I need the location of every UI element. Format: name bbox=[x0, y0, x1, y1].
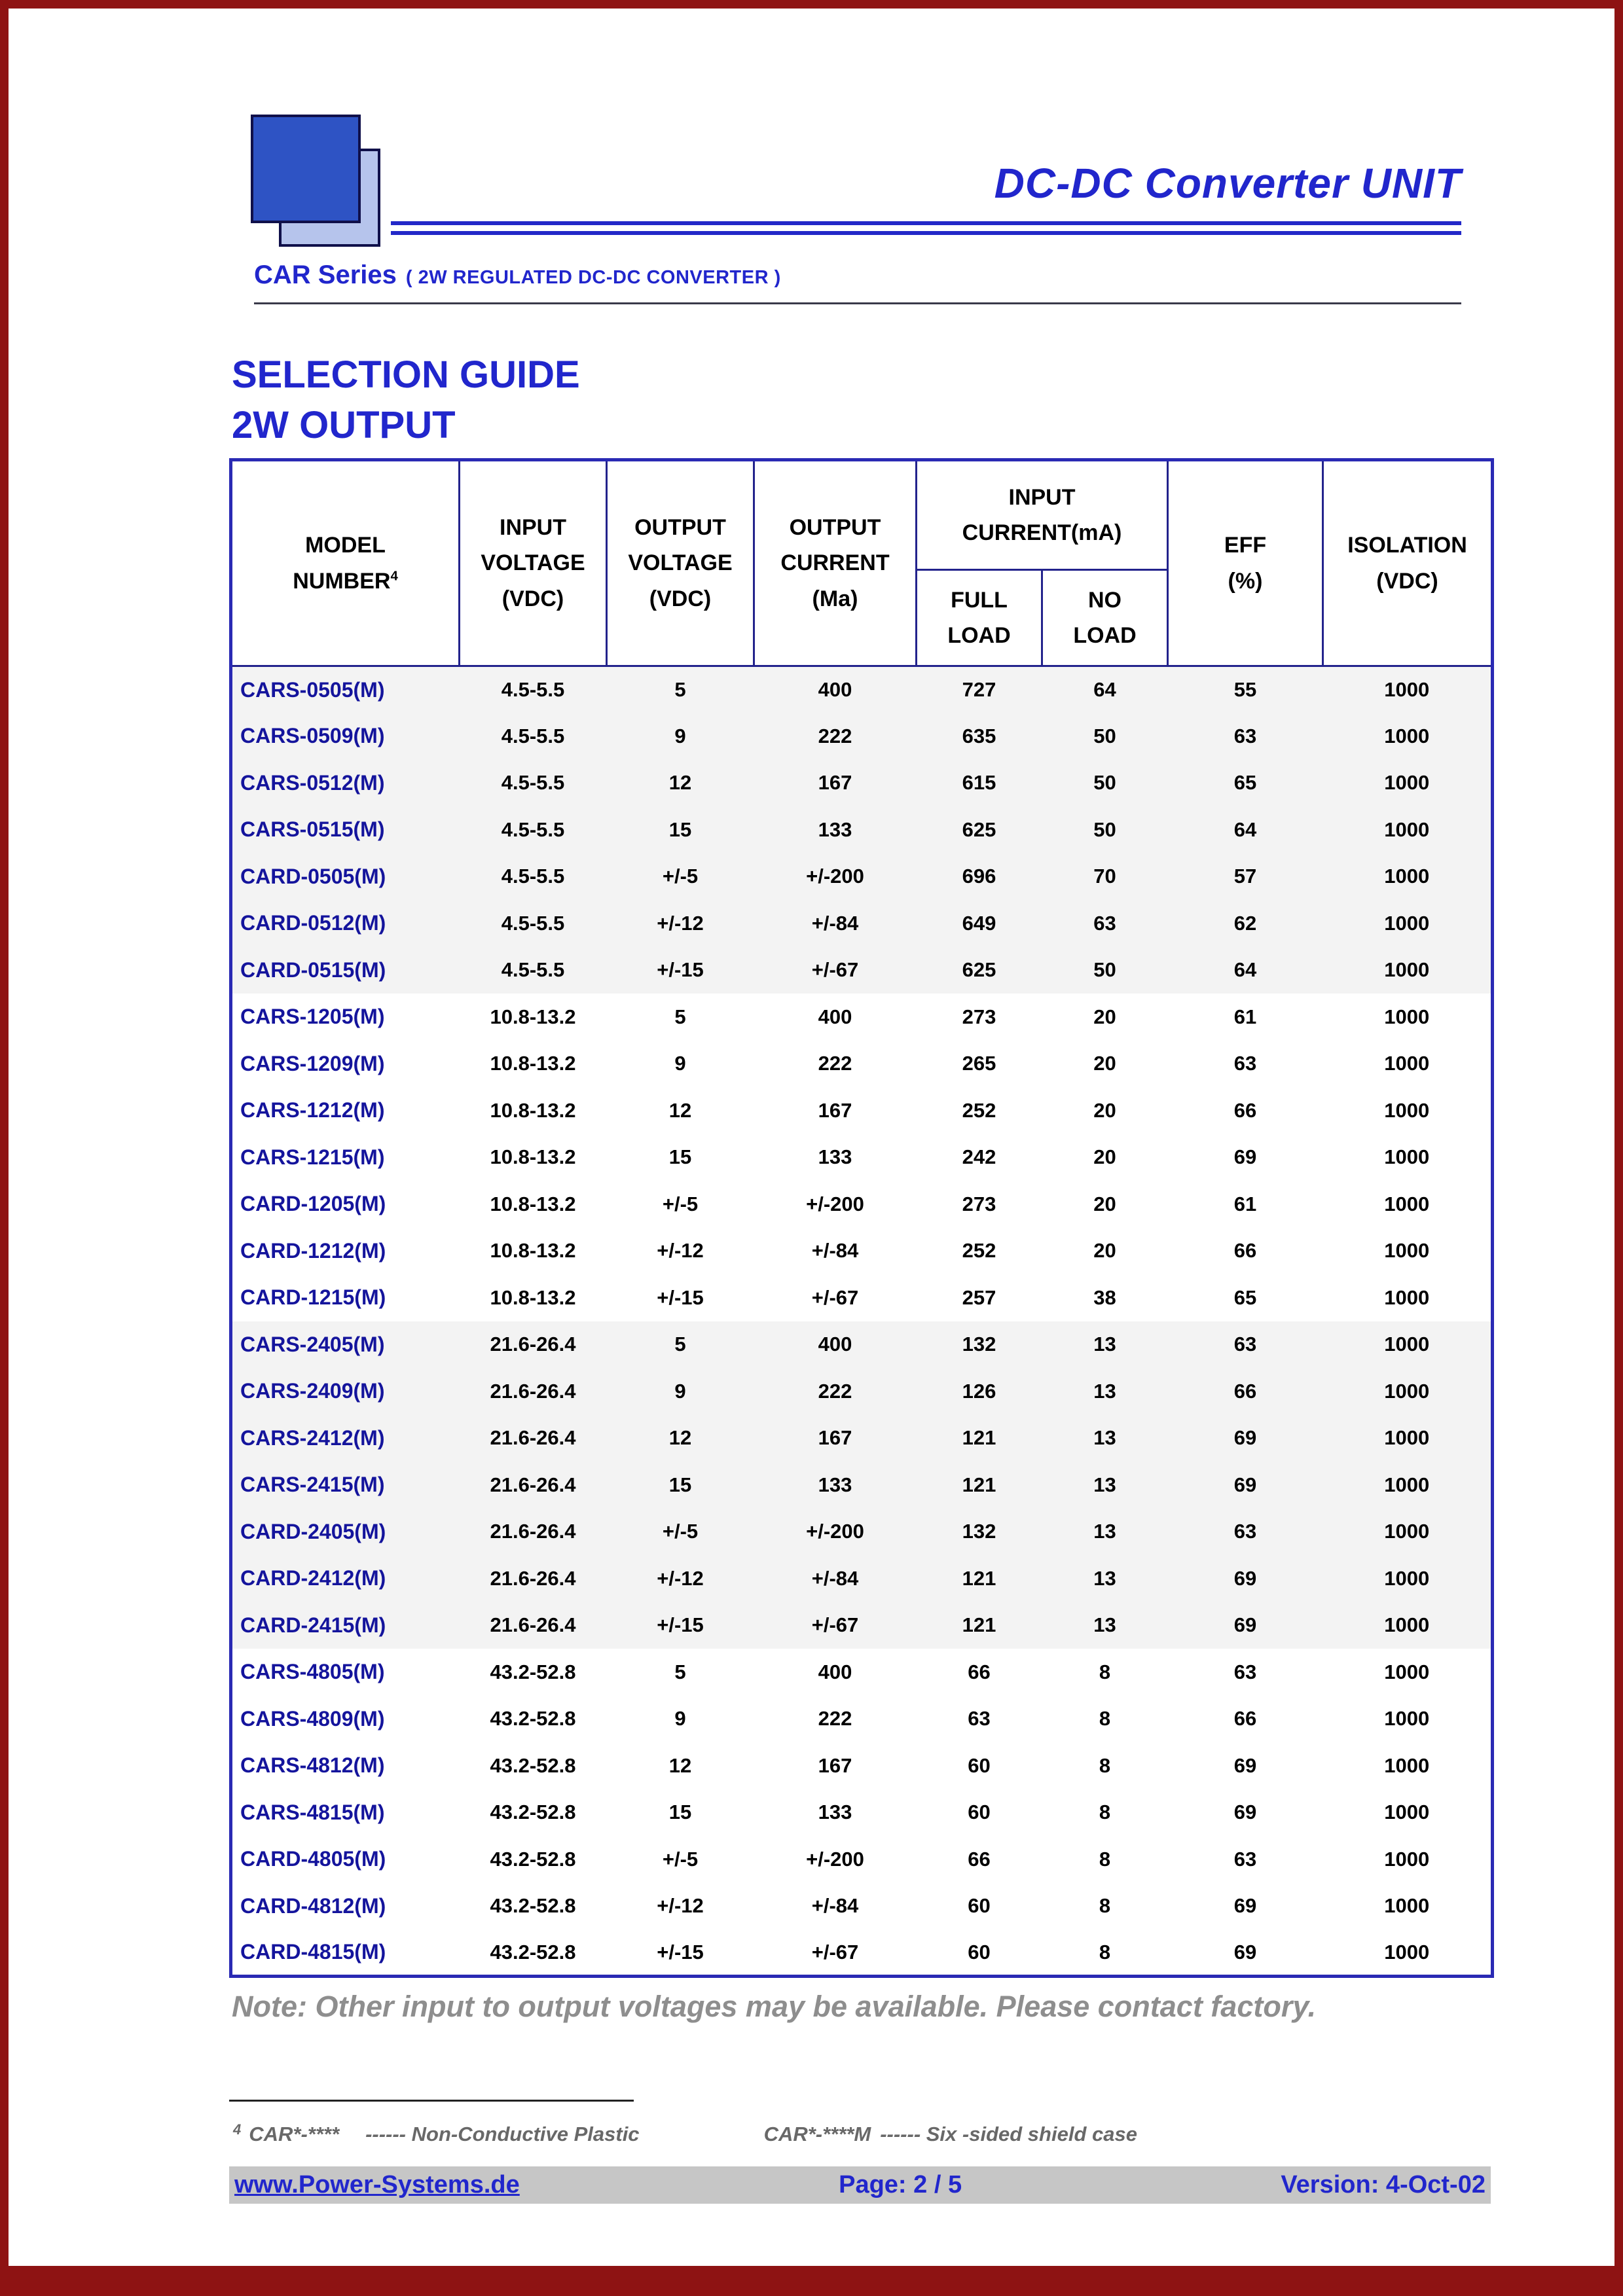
iso-cell: 1000 bbox=[1384, 1239, 1430, 1263]
full-cell: 121 bbox=[962, 1426, 996, 1450]
iso-cell: 1000 bbox=[1384, 865, 1430, 888]
no-cell: 20 bbox=[1093, 1098, 1116, 1122]
model-number-cell: CARS-4812(M) bbox=[240, 1753, 385, 1778]
vout-cell: 12 bbox=[668, 1753, 692, 1777]
no-cell: 8 bbox=[1099, 1894, 1111, 1918]
eff-cell: 69 bbox=[1233, 1801, 1257, 1824]
model-number-cell: CARS-1209(M) bbox=[240, 1051, 385, 1075]
model-number-cell: CARS-1212(M) bbox=[240, 1098, 385, 1122]
vout-cell: 15 bbox=[668, 1801, 692, 1824]
iso-cell: 1000 bbox=[1384, 1566, 1430, 1590]
table-row bbox=[231, 1742, 1493, 1789]
eff-cell: 61 bbox=[1233, 1005, 1257, 1028]
iout-cell: +/-67 bbox=[811, 958, 859, 982]
full-cell: 242 bbox=[962, 1145, 996, 1169]
logo-dark-square bbox=[251, 115, 361, 223]
model-number-cell: CARS-1205(M) bbox=[240, 1005, 385, 1029]
vout-cell: +/-15 bbox=[657, 1285, 704, 1309]
model-number-cell: CARD-2415(M) bbox=[240, 1613, 386, 1637]
vout-cell: +/-5 bbox=[662, 1847, 699, 1871]
iso-cell: 1000 bbox=[1384, 1613, 1430, 1637]
eff-cell: 62 bbox=[1233, 911, 1257, 935]
no-cell: 50 bbox=[1093, 958, 1116, 982]
iout-cell: +/-67 bbox=[811, 1940, 859, 1964]
col-header-input-current: INPUT CURRENT(mA) bbox=[917, 460, 1168, 570]
table-body bbox=[231, 666, 1493, 1977]
iout-cell: +/-67 bbox=[811, 1285, 859, 1309]
no-cell: 63 bbox=[1093, 911, 1116, 935]
vout-cell: +/-15 bbox=[657, 1613, 704, 1637]
table-row bbox=[231, 1321, 1493, 1369]
iout-cell: +/-84 bbox=[811, 1239, 859, 1263]
series-heading bbox=[254, 260, 1461, 290]
full-cell: 121 bbox=[962, 1613, 996, 1637]
iso-cell: 1000 bbox=[1384, 1753, 1430, 1777]
full-cell: 132 bbox=[962, 1333, 996, 1356]
vin-cell: 4.5-5.5 bbox=[501, 958, 565, 982]
iso-cell: 1000 bbox=[1384, 1426, 1430, 1450]
full-cell: 121 bbox=[962, 1473, 996, 1496]
table-row bbox=[231, 1929, 1493, 1977]
no-cell: 8 bbox=[1099, 1660, 1111, 1683]
full-cell: 121 bbox=[962, 1566, 996, 1590]
eff-cell: 69 bbox=[1233, 1940, 1257, 1964]
table-row bbox=[231, 1696, 1493, 1743]
footer-version: Version: 4-Oct-02 bbox=[1281, 2171, 1486, 2198]
vout-cell: +/-5 bbox=[662, 1192, 699, 1215]
model-number-cell: CARD-0505(M) bbox=[240, 864, 386, 888]
no-cell: 8 bbox=[1099, 1847, 1111, 1871]
model-number-cell: CARS-4815(M) bbox=[240, 1800, 385, 1824]
no-cell: 20 bbox=[1093, 1145, 1116, 1169]
vin-cell: 10.8-13.2 bbox=[490, 1145, 576, 1169]
full-cell: 60 bbox=[968, 1801, 991, 1824]
full-cell: 60 bbox=[968, 1894, 991, 1918]
no-cell: 13 bbox=[1093, 1333, 1116, 1356]
eff-cell: 64 bbox=[1233, 958, 1257, 982]
no-cell: 13 bbox=[1093, 1473, 1116, 1496]
vout-cell: +/-15 bbox=[657, 958, 704, 982]
vin-cell: 10.8-13.2 bbox=[490, 1285, 576, 1309]
table-row bbox=[231, 1789, 1493, 1837]
no-cell: 8 bbox=[1099, 1753, 1111, 1777]
iso-cell: 1000 bbox=[1384, 1940, 1430, 1964]
table-row bbox=[231, 1415, 1493, 1462]
table-row bbox=[231, 1041, 1493, 1088]
footer-bar bbox=[229, 2166, 1491, 2204]
eff-cell: 64 bbox=[1233, 817, 1257, 841]
vin-cell: 4.5-5.5 bbox=[501, 724, 565, 747]
full-cell: 696 bbox=[962, 865, 996, 888]
model-number-cell: CARD-1215(M) bbox=[240, 1285, 386, 1310]
iso-cell: 1000 bbox=[1384, 911, 1430, 935]
full-cell: 273 bbox=[962, 1005, 996, 1028]
vout-cell: 15 bbox=[668, 1473, 692, 1496]
eff-cell: 69 bbox=[1233, 1613, 1257, 1637]
no-cell: 70 bbox=[1093, 865, 1116, 888]
iso-cell: 1000 bbox=[1384, 1894, 1430, 1918]
eff-cell: 69 bbox=[1233, 1894, 1257, 1918]
eff-cell: 66 bbox=[1233, 1098, 1257, 1122]
no-cell: 50 bbox=[1093, 771, 1116, 795]
vin-cell: 4.5-5.5 bbox=[501, 771, 565, 795]
vout-cell: 9 bbox=[674, 1379, 686, 1403]
model-number-cell: CARD-0515(M) bbox=[240, 958, 386, 982]
table-row bbox=[231, 1462, 1493, 1509]
eff-cell: 69 bbox=[1233, 1426, 1257, 1450]
model-number-cell: CARS-0505(M) bbox=[240, 677, 385, 702]
iso-cell: 1000 bbox=[1384, 771, 1430, 795]
vin-cell: 43.2-52.8 bbox=[490, 1940, 576, 1964]
table-row bbox=[231, 1509, 1493, 1556]
vin-cell: 21.6-26.4 bbox=[490, 1379, 576, 1403]
iout-cell: 167 bbox=[818, 1753, 852, 1777]
full-cell: 273 bbox=[962, 1192, 996, 1215]
vin-cell: 10.8-13.2 bbox=[490, 1052, 576, 1075]
eff-cell: 66 bbox=[1233, 1379, 1257, 1403]
no-cell: 8 bbox=[1099, 1801, 1111, 1824]
col-header-model-number: MODEL NUMBER$^4$ bbox=[231, 460, 460, 666]
table-header bbox=[231, 460, 1493, 666]
eff-cell: 65 bbox=[1233, 1285, 1257, 1309]
iso-cell: 1000 bbox=[1384, 1192, 1430, 1215]
iout-cell: 133 bbox=[818, 1473, 852, 1496]
eff-cell: 69 bbox=[1233, 1473, 1257, 1496]
iout-cell: 222 bbox=[818, 1052, 852, 1075]
heading-2w-output: 2W OUTPUT bbox=[232, 404, 456, 446]
vout-cell: 5 bbox=[674, 1333, 686, 1356]
iso-cell: 1000 bbox=[1384, 1473, 1430, 1496]
no-cell: 50 bbox=[1093, 724, 1116, 747]
iout-cell: +/-67 bbox=[811, 1613, 859, 1637]
footnote-shield-model: CAR*-****M bbox=[763, 2123, 871, 2145]
eff-cell: 69 bbox=[1233, 1566, 1257, 1590]
table-row bbox=[231, 900, 1493, 947]
iout-cell: +/-200 bbox=[806, 1847, 864, 1871]
model-number-cell: CARD-4812(M) bbox=[240, 1893, 386, 1918]
footer-page-indicator: Page: 2 / 5 bbox=[839, 2171, 962, 2198]
model-number-cell: CARS-4805(M) bbox=[240, 1660, 385, 1684]
iso-cell: 1000 bbox=[1384, 1379, 1430, 1403]
vin-cell: 4.5-5.5 bbox=[501, 678, 565, 701]
vout-cell: 5 bbox=[674, 1005, 686, 1028]
full-cell: 60 bbox=[968, 1940, 991, 1964]
iout-cell: 400 bbox=[818, 1005, 852, 1028]
no-cell: 8 bbox=[1099, 1940, 1111, 1964]
table-row bbox=[231, 994, 1493, 1041]
vout-cell: +/-12 bbox=[657, 911, 704, 935]
iso-cell: 1000 bbox=[1384, 1847, 1430, 1871]
model-number-cell: CARD-1205(M) bbox=[240, 1192, 386, 1216]
note-text: Note: Other input to output voltages may be available. Please contact factory. bbox=[232, 1990, 1317, 2023]
iout-cell: 133 bbox=[818, 1145, 852, 1169]
iout-cell: 222 bbox=[818, 1707, 852, 1731]
no-cell: 20 bbox=[1093, 1192, 1116, 1215]
model-number-cell: CARD-2405(M) bbox=[240, 1519, 386, 1543]
iso-cell: 1000 bbox=[1384, 1145, 1430, 1169]
table-row bbox=[231, 1134, 1493, 1181]
no-cell: 20 bbox=[1093, 1052, 1116, 1075]
vin-cell: 4.5-5.5 bbox=[501, 911, 565, 935]
iso-cell: 1000 bbox=[1384, 1098, 1430, 1122]
selection-table bbox=[229, 458, 1494, 1978]
eff-cell: 57 bbox=[1233, 865, 1257, 888]
iout-cell: 222 bbox=[818, 724, 852, 747]
footnote bbox=[233, 2123, 1492, 2146]
iout-cell: 133 bbox=[818, 1801, 852, 1824]
table-row bbox=[231, 666, 1493, 713]
heading-selection-guide: SELECTION GUIDE bbox=[232, 353, 580, 396]
model-number-cell: CARD-4805(M) bbox=[240, 1847, 386, 1871]
model-number-cell: CARD-4815(M) bbox=[240, 1940, 386, 1964]
model-number-cell: CARD-1212(M) bbox=[240, 1238, 386, 1263]
eff-cell: 55 bbox=[1233, 678, 1257, 701]
full-cell: 615 bbox=[962, 771, 996, 795]
no-cell: 38 bbox=[1093, 1285, 1116, 1309]
iso-cell: 1000 bbox=[1384, 1005, 1430, 1028]
iout-cell: 167 bbox=[818, 1098, 852, 1122]
model-number-cell: CARS-2409(M) bbox=[240, 1379, 385, 1403]
footnote-rule bbox=[229, 2100, 634, 2102]
model-number-cell: CARS-0515(M) bbox=[240, 817, 385, 842]
vout-cell: +/-12 bbox=[657, 1239, 704, 1263]
col-header-isolation: ISOLATION (VDC) bbox=[1323, 460, 1493, 666]
full-cell: 252 bbox=[962, 1098, 996, 1122]
iso-cell: 1000 bbox=[1384, 1660, 1430, 1683]
iout-cell: +/-200 bbox=[806, 865, 864, 888]
model-number-cell: CARS-4809(M) bbox=[240, 1706, 385, 1731]
model-footnote-marker: 4 bbox=[390, 569, 398, 584]
page-title: DC-DC Converter UNIT bbox=[994, 160, 1461, 207]
model-number-cell: CARD-2412(M) bbox=[240, 1566, 386, 1590]
vin-cell: 43.2-52.8 bbox=[490, 1894, 576, 1918]
table-row bbox=[231, 1836, 1493, 1883]
vout-cell: 15 bbox=[668, 817, 692, 841]
iout-cell: +/-84 bbox=[811, 911, 859, 935]
company-logo bbox=[251, 115, 421, 265]
full-cell: 625 bbox=[962, 958, 996, 982]
iout-cell: +/-200 bbox=[806, 1192, 864, 1215]
table-row bbox=[231, 1883, 1493, 1930]
vin-cell: 10.8-13.2 bbox=[490, 1098, 576, 1122]
eff-cell: 63 bbox=[1233, 1660, 1257, 1683]
vout-cell: +/-5 bbox=[662, 865, 699, 888]
iso-cell: 1000 bbox=[1384, 1333, 1430, 1356]
full-cell: 649 bbox=[962, 911, 996, 935]
col-header-input-voltage: INPUT VOLTAGE (VDC) bbox=[460, 460, 607, 666]
vin-cell: 4.5-5.5 bbox=[501, 817, 565, 841]
full-cell: 727 bbox=[962, 678, 996, 701]
no-cell: 13 bbox=[1093, 1379, 1116, 1403]
vout-cell: 9 bbox=[674, 724, 686, 747]
eff-cell: 69 bbox=[1233, 1753, 1257, 1777]
iout-cell: 400 bbox=[818, 1333, 852, 1356]
iout-cell: +/-84 bbox=[811, 1894, 859, 1918]
vin-cell: 21.6-26.4 bbox=[490, 1473, 576, 1496]
eff-cell: 63 bbox=[1233, 1333, 1257, 1356]
table-row bbox=[231, 853, 1493, 901]
vout-cell: 15 bbox=[668, 1145, 692, 1169]
vout-cell: 5 bbox=[674, 678, 686, 701]
model-number-cell: CARS-2405(M) bbox=[240, 1332, 385, 1356]
col-header-output-voltage: OUTPUT VOLTAGE (VDC) bbox=[607, 460, 754, 666]
table-row bbox=[231, 1181, 1493, 1228]
table-row bbox=[231, 1228, 1493, 1275]
table-row bbox=[231, 1555, 1493, 1602]
table-row bbox=[231, 713, 1493, 760]
section-headings bbox=[232, 350, 580, 450]
full-cell: 625 bbox=[962, 817, 996, 841]
full-cell: 252 bbox=[962, 1239, 996, 1263]
table-row bbox=[231, 760, 1493, 807]
vin-cell: 21.6-26.4 bbox=[490, 1520, 576, 1543]
full-cell: 265 bbox=[962, 1052, 996, 1075]
vout-cell: +/-12 bbox=[657, 1566, 704, 1590]
vout-cell: +/-5 bbox=[662, 1520, 699, 1543]
eff-cell: 65 bbox=[1233, 771, 1257, 795]
vin-cell: 21.6-26.4 bbox=[490, 1333, 576, 1356]
iout-cell: +/-84 bbox=[811, 1566, 859, 1590]
table-row bbox=[231, 1087, 1493, 1134]
full-cell: 126 bbox=[962, 1379, 996, 1403]
series-label: CAR Series bbox=[254, 260, 397, 289]
full-cell: 66 bbox=[968, 1660, 991, 1683]
vout-cell: 12 bbox=[668, 771, 692, 795]
vout-cell: 9 bbox=[674, 1052, 686, 1075]
table-row bbox=[231, 1274, 1493, 1321]
series-rule bbox=[254, 302, 1461, 304]
iso-cell: 1000 bbox=[1384, 1707, 1430, 1731]
model-number-cell: CARS-0512(M) bbox=[240, 770, 385, 795]
iout-cell: 167 bbox=[818, 1426, 852, 1450]
table-row bbox=[231, 1602, 1493, 1649]
full-cell: 132 bbox=[962, 1520, 996, 1543]
vout-cell: +/-12 bbox=[657, 1894, 704, 1918]
table-row bbox=[231, 947, 1493, 994]
model-number-cell: CARS-2415(M) bbox=[240, 1473, 385, 1497]
vin-cell: 4.5-5.5 bbox=[501, 865, 565, 888]
series-subtitle: ( 2W REGULATED DC-DC CONVERTER ) bbox=[405, 267, 781, 288]
iout-cell: 167 bbox=[818, 771, 852, 795]
eff-cell: 61 bbox=[1233, 1192, 1257, 1215]
iso-cell: 1000 bbox=[1384, 724, 1430, 747]
vout-cell: 9 bbox=[674, 1707, 686, 1731]
vin-cell: 43.2-52.8 bbox=[490, 1801, 576, 1824]
model-number-cell: CARS-0509(M) bbox=[240, 724, 385, 748]
eff-cell: 63 bbox=[1233, 724, 1257, 747]
vout-cell: 5 bbox=[674, 1660, 686, 1683]
footer-website-link[interactable]: www.Power-Systems.de bbox=[234, 2171, 520, 2198]
iout-cell: 400 bbox=[818, 1660, 852, 1683]
no-cell: 13 bbox=[1093, 1566, 1116, 1590]
iso-cell: 1000 bbox=[1384, 1285, 1430, 1309]
iout-cell: 133 bbox=[818, 817, 852, 841]
vin-cell: 21.6-26.4 bbox=[490, 1566, 576, 1590]
vin-cell: 43.2-52.8 bbox=[490, 1707, 576, 1731]
col-header-eff: EFF (%) bbox=[1168, 460, 1323, 666]
no-cell: 8 bbox=[1099, 1707, 1111, 1731]
full-cell: 60 bbox=[968, 1753, 991, 1777]
model-number-cell: CARD-0512(M) bbox=[240, 911, 386, 935]
vin-cell: 10.8-13.2 bbox=[490, 1239, 576, 1263]
col-header-full-load: FULL LOAD bbox=[917, 570, 1042, 666]
col-header-output-current: OUTPUT CURRENT (Ma) bbox=[754, 460, 917, 666]
vin-cell: 43.2-52.8 bbox=[490, 1660, 576, 1683]
eff-cell: 63 bbox=[1233, 1052, 1257, 1075]
no-cell: 13 bbox=[1093, 1426, 1116, 1450]
iso-cell: 1000 bbox=[1384, 1052, 1430, 1075]
iout-cell: 400 bbox=[818, 678, 852, 701]
iso-cell: 1000 bbox=[1384, 678, 1430, 701]
iout-cell: 222 bbox=[818, 1379, 852, 1403]
full-cell: 257 bbox=[962, 1285, 996, 1309]
vout-cell: 12 bbox=[668, 1426, 692, 1450]
iout-cell: +/-200 bbox=[806, 1520, 864, 1543]
no-cell: 20 bbox=[1093, 1005, 1116, 1028]
iso-cell: 1000 bbox=[1384, 1801, 1430, 1824]
col-header-no-load: NO LOAD bbox=[1042, 570, 1168, 666]
iso-cell: 1000 bbox=[1384, 817, 1430, 841]
eff-cell: 66 bbox=[1233, 1707, 1257, 1731]
no-cell: 64 bbox=[1093, 678, 1116, 701]
table-row bbox=[231, 806, 1493, 853]
iso-cell: 1000 bbox=[1384, 1520, 1430, 1543]
eff-cell: 66 bbox=[1233, 1239, 1257, 1263]
no-cell: 20 bbox=[1093, 1239, 1116, 1263]
full-cell: 635 bbox=[962, 724, 996, 747]
vin-cell: 10.8-13.2 bbox=[490, 1005, 576, 1028]
title-double-rule bbox=[391, 221, 1461, 235]
vin-cell: 43.2-52.8 bbox=[490, 1753, 576, 1777]
vout-cell: +/-15 bbox=[657, 1940, 704, 1964]
vin-cell: 21.6-26.4 bbox=[490, 1426, 576, 1450]
no-cell: 50 bbox=[1093, 817, 1116, 841]
footnote-plastic-model: CAR*-**** bbox=[249, 2123, 340, 2145]
no-cell: 13 bbox=[1093, 1613, 1116, 1637]
eff-cell: 63 bbox=[1233, 1520, 1257, 1543]
iso-cell: 1000 bbox=[1384, 958, 1430, 982]
vin-cell: 21.6-26.4 bbox=[490, 1613, 576, 1637]
eff-cell: 69 bbox=[1233, 1145, 1257, 1169]
full-cell: 66 bbox=[968, 1847, 991, 1871]
footnote-plastic-desc: ------ Non-Conductive Plastic bbox=[365, 2123, 640, 2145]
table-row bbox=[231, 1649, 1493, 1696]
model-number-cell: CARS-2412(M) bbox=[240, 1426, 385, 1450]
full-cell: 63 bbox=[968, 1707, 991, 1731]
footnote-marker: 4 bbox=[233, 2121, 242, 2138]
no-cell: 13 bbox=[1093, 1520, 1116, 1543]
vin-cell: 43.2-52.8 bbox=[490, 1847, 576, 1871]
vin-cell: 10.8-13.2 bbox=[490, 1192, 576, 1215]
vout-cell: 12 bbox=[668, 1098, 692, 1122]
table-row bbox=[231, 1368, 1493, 1415]
model-number-cell: CARS-1215(M) bbox=[240, 1145, 385, 1169]
footnote-shield-desc: ------ Six -sided shield case bbox=[880, 2123, 1137, 2145]
eff-cell: 63 bbox=[1233, 1847, 1257, 1871]
